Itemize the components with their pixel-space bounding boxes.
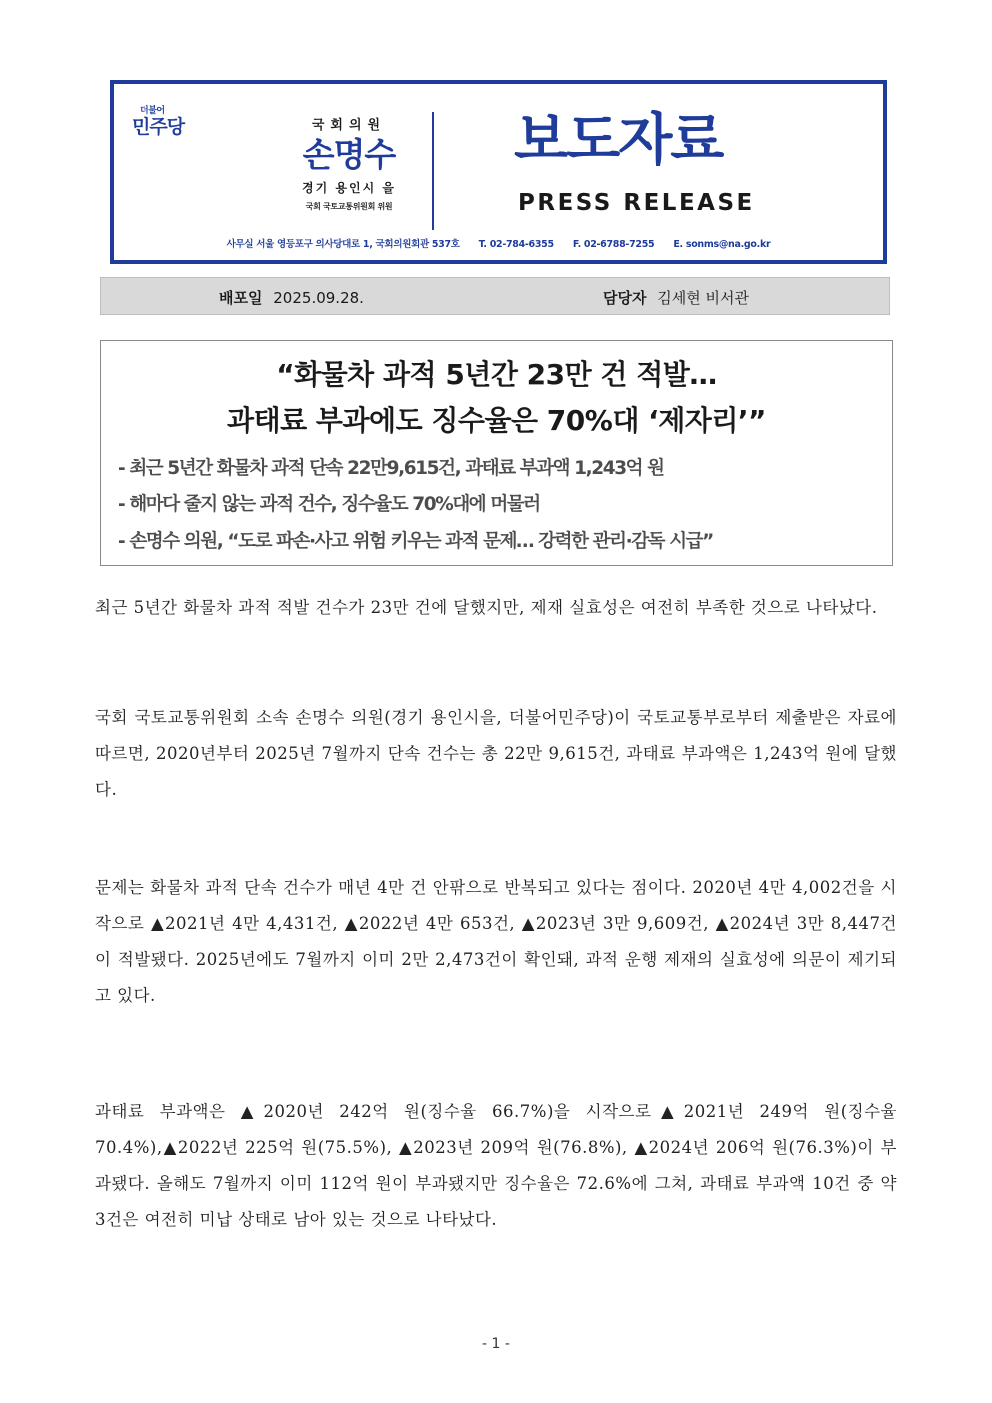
info-bar (100, 277, 890, 315)
press-release-banner (110, 80, 887, 264)
summary-bullet: - 해마다 줄지 않는 과적 건수, 징수율도 70%대에 머물러 (118, 494, 540, 515)
contact-line (114, 236, 883, 250)
headline-line-2: 과태료 부과에도 징수율은 70%대 ‘제자리’” (227, 404, 766, 437)
party-logo-name: 민주당 (132, 116, 185, 138)
phone-number: T. 02-784-6355 (478, 239, 554, 250)
member-info (264, 114, 434, 212)
headline-line-1: “화물차 과적 5년간 23만 건 적발… (276, 358, 717, 391)
contact-person-label: 담당자 (603, 289, 647, 307)
body-paragraph: 최근 5년간 화물차 과적 적발 건수가 23만 건에 달했지만, 제재 실효성은 여전히 부족한 것으로 나타났다. (95, 598, 878, 617)
member-name: 손명수 (302, 135, 396, 174)
member-committee: 국회 국토교통위원회 위원 (305, 202, 393, 211)
release-date (219, 287, 364, 308)
body-paragraph: 국회 국토교통위원회 소속 손명수 의원(경기 용인시을, 더불어민주당)이 국토교통부로부터 제출받은 자료에 따르면, 2020년부터 2025년 7월까지 단속 건수는 총 22만 9,615건, 과태료 부과액은 1,243억 원에 달했다. (95, 708, 897, 799)
headline-box (100, 340, 893, 566)
release-date-label: 배포일 (219, 289, 263, 307)
summary-bullet: - 손명수 의원, “도로 파손·사고 위험 키우는 과적 문제… 강력한 관리·감독 시급” (118, 531, 713, 552)
body-paragraph: 문제는 화물차 과적 단속 건수가 매년 4만 건 안팎으로 반복되고 있다는 점이다. 2020년 4만 4,002건을 시작으로 ▲2021년 4만 4,431건, ▲2022년 4만 653건, ▲2023년 3만 9,609건, ▲2024년 3만 8,447건이 적발됐다. 2025년에도 7월까지 이미 2만 2,473건이 확인돼, 과적 운행 제재의 실효성에 의문이 제기되고 있다. (95, 878, 897, 1005)
banner-divider (432, 112, 434, 230)
email-address: E. sonms@na.go.kr (673, 239, 771, 250)
release-subtitle: PRESS RELEASE (518, 190, 755, 216)
party-logo (132, 106, 184, 138)
fax-number: F. 02-6788-7255 (572, 239, 655, 250)
party-logo-small-text: 더불어 (140, 106, 165, 116)
summary-bullet: - 최근 5년간 화물차 과적 단속 22만9,615건, 과태료 부과액 1,243억 원 (118, 458, 664, 479)
contact-person-value: 김세현 비서관 (657, 289, 749, 307)
release-title: 보도자료 (514, 108, 723, 173)
body-paragraph: 과태료 부과액은 ▲2020년 242억 원(징수율 66.7%)을 시작으로▲2021년 249억 원(징수율 70.4%),▲2022년 225억 원(75.5%), ▲2023년 209억 원(76.8%), ▲2024년 206억 원(76.3%)이 부과됐다. 올해도 7월까지 이미 112억 원이 부과됐지만 징수율은 72.6%에 그쳐, 과태료 부과액 10건 중 약 3건은 여전히 미납 상태로 남아 있는 것으로 나타났다. (95, 1102, 897, 1229)
page-number: - 1 - (482, 1336, 510, 1352)
office-address: 사무실 서울 영등포구 의사당대로 1, 국회의원회관 537호 (226, 239, 460, 250)
release-date-value: 2025.09.28. (273, 289, 364, 307)
member-district: 경기 용인시 을 (302, 181, 396, 195)
member-role: 국회의원 (311, 118, 387, 133)
contact-person (603, 287, 749, 308)
